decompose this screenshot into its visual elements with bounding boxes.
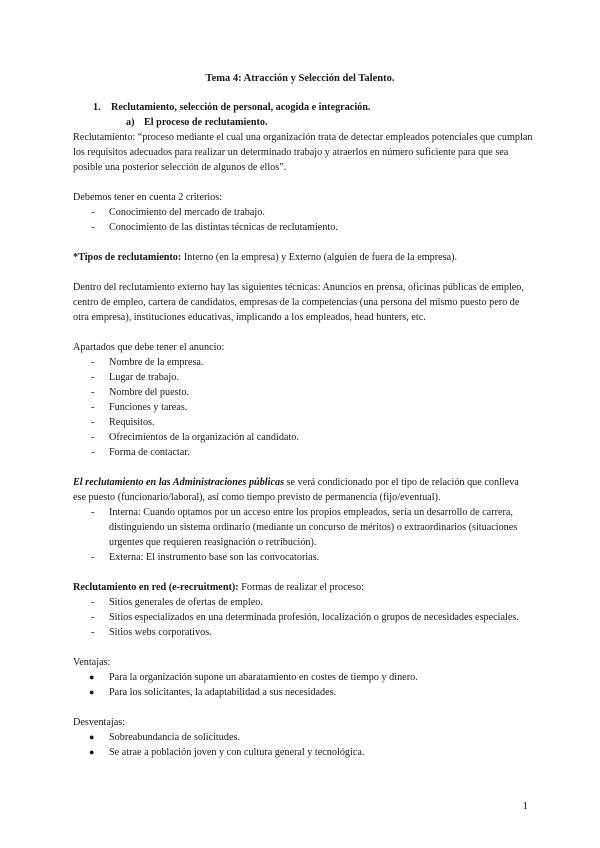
ad-sections-list (73, 355, 533, 460)
list-item: - Nombre de la empresa. (91, 357, 204, 368)
subsection-heading-text: El proceso de reclutamiento. (144, 117, 268, 128)
dash-marker: - (91, 597, 95, 608)
dash-marker: - (91, 447, 95, 458)
subsection-heading (126, 115, 533, 130)
online-text: Formas de realizar el proceso: (238, 582, 364, 593)
document-title: Tema 4: Atracción y Selección del Talento. (205, 73, 395, 84)
disadvantages-list (73, 730, 533, 760)
dash-marker: - (91, 222, 95, 233)
list-item: - Requisitos. (91, 417, 155, 428)
online-paragraph (73, 580, 533, 595)
list-item: - Lugar de trabajo. (91, 372, 179, 383)
ad-sections-intro: Apartados que debe tener el anuncio: (73, 342, 225, 353)
list-item: - Conocimiento de las distintas técnicas de reclutamiento. (91, 222, 338, 233)
public-admin-paragraph (73, 475, 533, 505)
list-item: - Conocimiento del mercado de trabajo. (91, 207, 265, 218)
types-label: *Tipos de reclutamiento: (73, 252, 182, 263)
types-paragraph (73, 250, 533, 265)
list-item: - Funciones y tareas. (91, 402, 188, 413)
list-item: ● Sobreabundancia de solicitudes. (89, 732, 240, 743)
page-number: 1 (522, 800, 528, 812)
section-heading (93, 100, 533, 115)
advantages-label: Ventajas: (73, 657, 111, 668)
bullet-icon: ● (89, 672, 95, 682)
bullet-icon: ● (89, 687, 95, 697)
list-item: - Sitios especializados en una determinada profesión, localización o grupos de necesidades especiales. (91, 612, 519, 623)
document-body (73, 100, 533, 760)
list-item: ● Para la organización supone un abaratamiento en costes de tiempo y dinero. (89, 672, 418, 683)
bullet-icon: ● (89, 732, 95, 742)
section-number: 1. (93, 102, 101, 113)
dash-marker: - (91, 507, 95, 518)
list-item: - Interna: Cuando optamos por un acceso entre los propios empleados, sería un desarrollo de carrera, distinguiendo un sistema ordinario (mediante un concurso de méritos) o extraordinarios (situaciones urgentes que requieren reasignación o retribución). (91, 507, 518, 548)
list-item: - Sitios generales de ofertas de empleo. (91, 597, 263, 608)
public-admin-text: se verá condicionado por el tipo de relación que conlleva ese puesto (funcionario/laboral), así como tiempo previsto de permanencia (fijo/eventual). (73, 477, 519, 503)
subsection-number: a) (126, 117, 135, 128)
dash-marker: - (91, 432, 95, 443)
advantages-list (73, 670, 533, 700)
definition-paragraph: Reclutamiento: “proceso mediante el cual una organización trata de detectar empleados potenciales que cumplan los requisitos adecuados para realizar un determinado trabajo y atraerlos en número suficiente para que sea posible una posterior selección de algunos de ellos”. (73, 132, 533, 173)
online-list (73, 595, 533, 640)
dash-marker: - (91, 417, 95, 428)
dash-marker: - (91, 207, 95, 218)
list-item: - Ofrecimientos de la organización al candidato. (91, 432, 299, 443)
public-admin-list (73, 505, 533, 565)
bullet-icon: ● (89, 747, 95, 757)
public-admin-label: El reclutamiento en las Administraciones públicas (73, 477, 285, 488)
section-heading-text: Reclutamiento, selección de personal, acogida e integración. (111, 102, 371, 113)
external-techniques-paragraph: Dentro del reclutamiento externo hay las siguientes técnicas: Anuncios en prensa, oficinas públicas de empleo, centro de empleo, cartera de candidatos, empresas de la competencias (una persona del mismo puesto pero de otra empresa), instituciones educativas, implicando a los empleados, head hunters, etc. (73, 282, 524, 323)
dash-marker: - (91, 552, 95, 563)
dash-marker: - (91, 357, 95, 368)
list-item: ● Se atrae a población joven y con cultura general y tecnológica. (89, 747, 365, 758)
criteria-list (73, 205, 533, 235)
list-item: ● Para los solicitantes, la adaptabilidad a sus necesidades. (89, 687, 337, 698)
dash-marker: - (91, 387, 95, 398)
list-item: - Sitios webs corporativos. (91, 627, 212, 638)
list-item: - Nombre del puesto. (91, 387, 190, 398)
list-item: - Externa: El instrumento base son las convocatorias. (91, 552, 320, 563)
criteria-intro: Debemos tener en cuenta 2 criterios: (73, 192, 223, 203)
dash-marker: - (91, 372, 95, 383)
types-text: Interno (en la empresa) y Externo (alguien de fuera de la empresa). (181, 252, 458, 263)
dash-marker: - (91, 627, 95, 638)
dash-marker: - (91, 402, 95, 413)
online-label: Reclutamiento en red (e-recruitment): (73, 582, 239, 593)
dash-marker: - (91, 612, 95, 623)
disadvantages-label: Desventajas: (73, 717, 126, 728)
list-item: - Forma de contactar. (91, 447, 190, 458)
